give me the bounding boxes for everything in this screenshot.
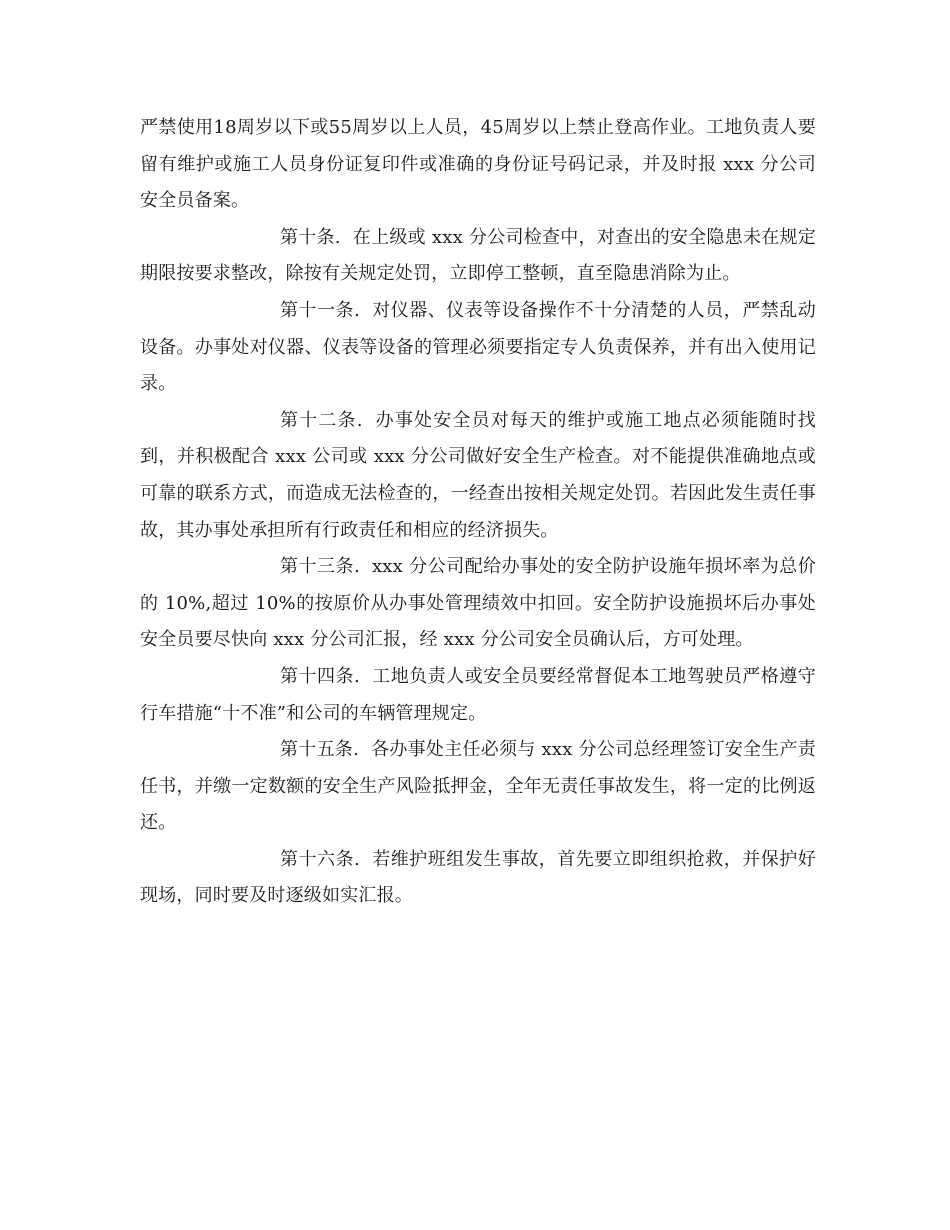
article-15 — [140, 732, 816, 842]
article-text: 各办事处主任必须与 xxx 分公司总经理签订安全生产责任书，并缴一定数额的安全生产风险抵押金，全年无责任事故发生，将一定的比例返还。 — [140, 739, 816, 834]
article-10 — [140, 220, 816, 293]
article-16 — [140, 842, 816, 915]
article-number: 第十二条. — [280, 409, 363, 431]
article-text: 在上级或 xxx 分公司检查中，对查出的安全隐患未在规定期限按要求整改，除按有关规定处罚，立即停工整顿，直至隐患消除为止。 — [140, 226, 816, 285]
article-text: 若维护班组发生事故，首先要立即组织抢救，并保护好现场，同时要及时逐级如实汇报。 — [140, 848, 816, 907]
paragraph-continuation — [140, 110, 816, 220]
paragraph-text: 严禁使用18周岁以下或55周岁以上人员，45周岁以上禁止登高作业。工地负责人要留有维护或施工人员身份证复印件或准确的身份证号码记录，并及时报 xxx 分公司安全员备案。 — [140, 117, 816, 212]
article-number: 第十条. — [280, 226, 341, 248]
article-text: xxx 分公司配给办事处的安全防护设施年损坏率为总价的 10%,超过 10%的按原价从办事处管理绩效中扣回。安全防护设施损坏后办事处安全员要尽快向 xxx 分公司汇报，经 xxx 分公司安全员确认后，方可处理。 — [140, 556, 816, 651]
article-number: 第十四条. — [280, 665, 360, 687]
article-13 — [140, 549, 816, 659]
article-11 — [140, 293, 816, 403]
article-text: 工地负责人或安全员要经常督促本工地驾驶员严格遵守行车措施“十不准”和公司的车辆管理规定。 — [140, 665, 816, 724]
article-12 — [140, 403, 816, 549]
article-number: 第十六条. — [280, 848, 360, 870]
article-text: 对仪器、仪表等设备操作不十分清楚的人员，严禁乱动设备。办事处对仪器、仪表等设备的管理必须要指定专人负责保养，并有出入使用记录。 — [140, 299, 816, 395]
article-14 — [140, 659, 816, 732]
article-number: 第十五条. — [280, 739, 360, 761]
article-number: 第十三条. — [280, 556, 360, 578]
article-text: 办事处安全员对每天的维护或施工地点必须能随时找到，并积极配合 xxx 公司或 xxx 分公司做好安全生产检查。对不能提供准确地点或可靠的联系方式，而造成无法检查的，一经查出按相关规定处罚。若因此发生责任事故，其办事处承担所有行政责任和相应的经济损失。 — [140, 409, 816, 541]
document-body — [140, 110, 816, 915]
article-number: 第十一条. — [280, 299, 360, 321]
